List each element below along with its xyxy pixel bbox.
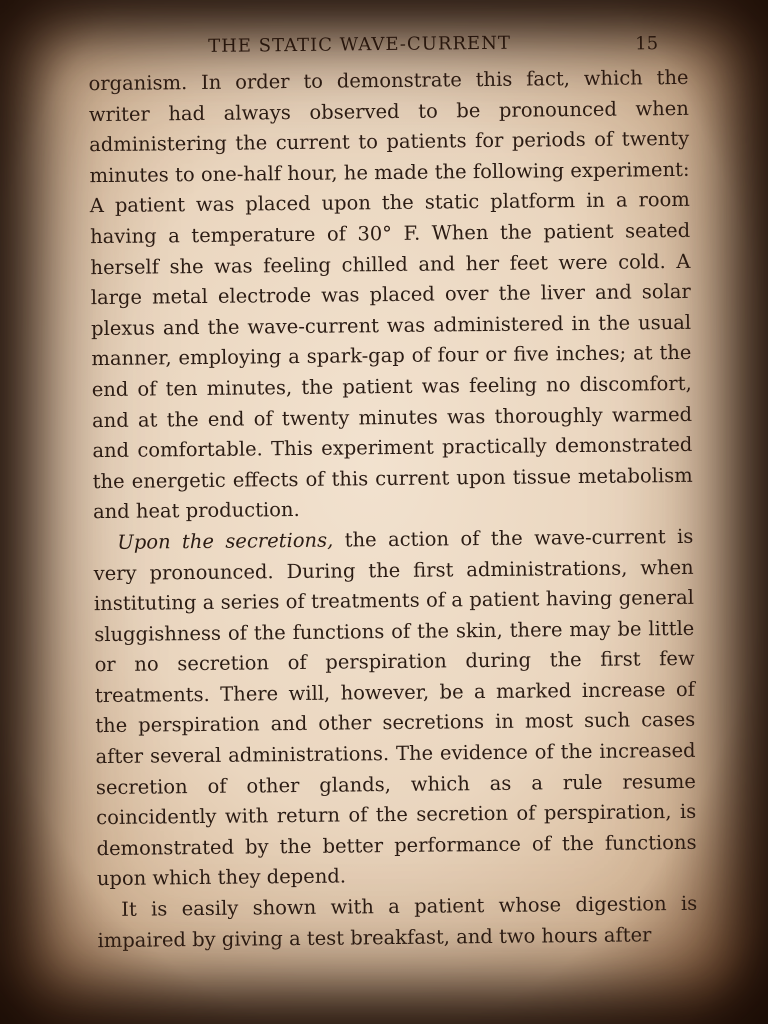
paragraph-1: organism. In order to demonstrate this fact, which the writer had always observed to be pronounced when administering the current to patients for periods of twenty minutes to one-half hour, he made the following experiment: A patient was placed upon the static platform in a room having a temperature of 30° F. When the patient seated herself she was feeling chilled and her feet were cold. A large metal electrode was placed over the liver and solar plexus and the wave-current was administered in the usual manner, employing a spark-gap of four or five inches; at the end of ten minutes, the patient was feeling no discomfort, and at the end of twenty minutes was thoroughly warmed and comfortable. This experiment practically demonstrated the energetic effects of this current upon tissue metabolism and heat production. (88, 65, 693, 524)
page-header (88, 27, 688, 69)
paragraph-2 (93, 522, 697, 895)
running-head: THE STATIC WAVE-CURRENT (208, 32, 512, 57)
book-page (88, 27, 698, 993)
page-body (88, 63, 697, 956)
page-number: 15 (635, 33, 659, 55)
paragraph-2-text: the action of the wave-current is very pronounced. During the first administrations, when instituting a series of treatments of a patient having general sluggishness of the functions of the skin, there may be little or no secretion of perspiration during the first few treatments. There will, however, be a marked increase of the perspiration and other secretions in most such cases after several administrations. The evidence of the increased secretion of other glands, which as a rule resume coincidently with return of the secretion of perspiration, is demonstrated by the better performance of the functions upon which they depend. (93, 524, 697, 891)
paragraph-2-italic-lead: Upon the secretions, (117, 528, 334, 554)
paragraph-3: It is easily shown with a patient whose digestion is impaired by giving a test breakfast, and two hours after (97, 891, 698, 952)
